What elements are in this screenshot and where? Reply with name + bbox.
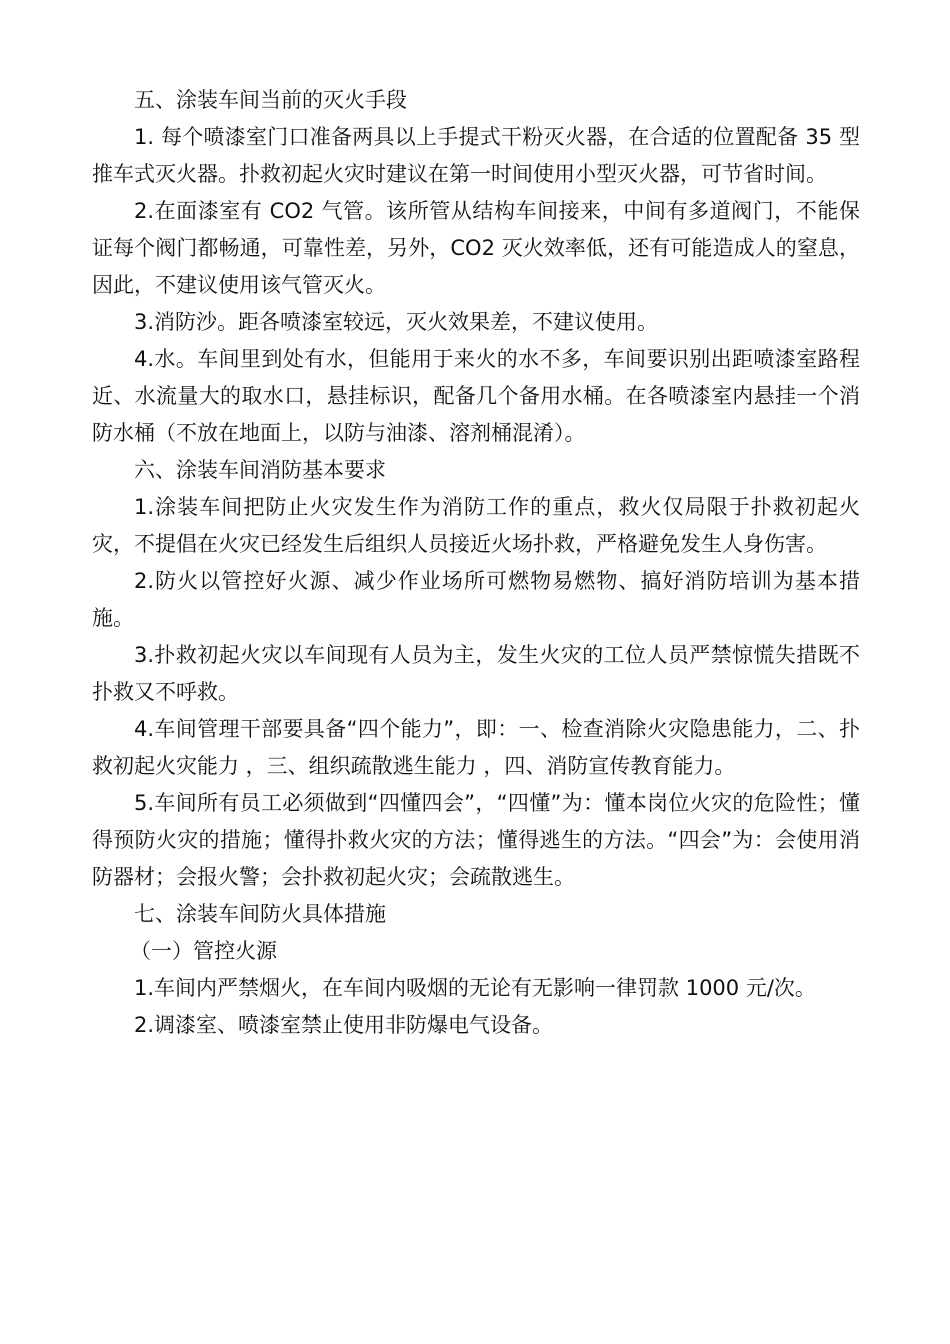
paragraph: 1.涂装车间把防止火灾发生作为消防工作的重点，救火仅局限于扑救初起火灾，不提倡在火灾已经发生后组织人员接近火场扑救，严格避免发生人身伤害。 [92, 495, 860, 556]
paragraph: 2.调漆室、喷漆室禁止使用非防爆电气设备。 [134, 1013, 554, 1037]
section-heading-6: 六、涂装车间消防基本要求 [134, 458, 386, 482]
section-heading-7: 七、涂装车间防火具体措施 [134, 902, 386, 926]
paragraph: 4.车间管理干部要具备“四个能力”，即：一、检查消除火灾隐患能力，二、扑救初起火灾能力 ，三、组织疏散逃生能力 ，四、消防宣传教育能力。 [92, 717, 860, 778]
paragraph: 5.车间所有员工必须做到“四懂四会”，“四懂”为：懂本岗位火灾的危险性；懂得预防火灾的措施；懂得扑救火灾的方法；懂得逃生的方法。“四会”为：会使用消防器材；会报火警；会扑救初起火灾；会疏散逃生。 [92, 791, 860, 889]
section-heading-5: 五、涂装车间当前的灭火手段 [134, 88, 407, 112]
paragraph: 3.扑救初起火灾以车间现有人员为主，发生火灾的工位人员严禁惊慌失措既不扑救又不呼救。 [92, 643, 860, 704]
paragraph: 2.防火以管控好火源、减少作业场所可燃物易燃物、搞好消防培训为基本措施。 [92, 569, 860, 630]
paragraph: 4.水。车间里到处有水，但能用于来火的水不多，车间要识别出距喷漆室路程近、水流量大的取水口，悬挂标识，配备几个备用水桶。在各喷漆室内悬挂一个消防水桶（不放在地面上，以防与油漆、溶剂桶混淆）。 [92, 347, 860, 445]
paragraph: 2.在面漆室有 CO2 气管。该所管从结构车间接来，中间有多道阀门，不能保证每个阀门都畅通，可靠性差，另外，CO2 灭火效率低，还有可能造成人的窒息，因此，不建议使用该气管灭火。 [92, 199, 860, 297]
paragraph: 1. 每个喷漆室门口准备两具以上手提式干粉灭火器，在合适的位置配备 35 型推车式灭火器。扑救初起火灾时建议在第一时间使用小型灭火器，可节省时间。 [92, 125, 860, 186]
document-body [92, 82, 860, 1044]
paragraph: 1.车间内严禁烟火，在车间内吸烟的无论有无影响一律罚款 1000 元/次。 [134, 976, 816, 1000]
paragraph: 3.消防沙。距各喷漆室较远，灭火效果差，不建议使用。 [134, 310, 659, 334]
subsection-heading: （一）管控火源 [130, 939, 277, 963]
